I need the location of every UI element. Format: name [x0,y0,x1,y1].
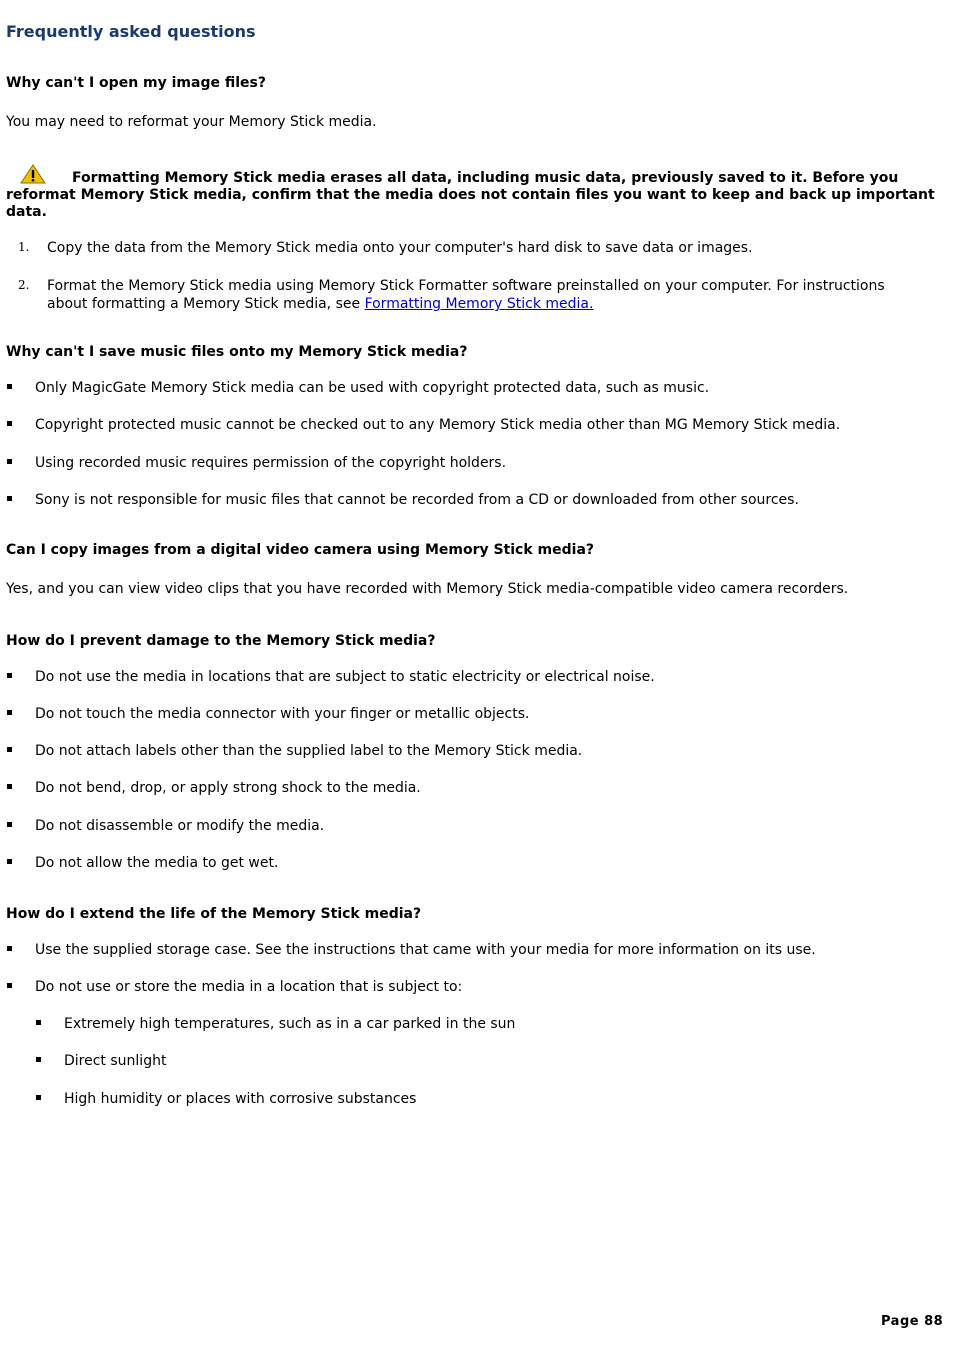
page-number: Page 88 [881,1314,944,1329]
list-item: Do not attach labels other than the supplied label to the Memory Stick media. [35,743,583,759]
question-heading: How do I extend the life of the Memory Stick media? [6,906,422,922]
answer-text: You may need to reformat your Memory Stick media. [6,114,377,130]
warning-icon [20,164,46,184]
answer-text: Yes, and you can view video clips that you have recorded with Memory Stick media-compatible video camera recorders. [6,581,849,597]
list-item: Sony is not responsible for music files that cannot be recorded from a CD or downloaded from other sources. [35,492,799,508]
step-text-body: Format the Memory Stick media using Memory Stick Formatter software preinstalled on your computer. For instructions about formatting a Memory Stick media, see [47,278,885,312]
question-heading: Why can't I open my image files? [6,75,266,91]
bullet-icon [7,822,12,827]
bullet-icon [7,983,12,988]
sub-list-item: Extremely high temperatures, such as in a car parked in the sun [64,1016,516,1032]
question-heading: Can I copy images from a digital video camera using Memory Stick media? [6,542,595,558]
step-text: Copy the data from the Memory Stick media onto your computer's hard disk to save data or images. [47,240,753,256]
list-item: Use the supplied storage case. See the instructions that came with your media for more information on its use. [35,942,816,958]
step-number: 2. [18,278,30,292]
question-heading: How do I prevent damage to the Memory Stick media? [6,633,436,649]
bullet-icon [7,673,12,678]
formatting-link[interactable]: Formatting Memory Stick media. [364,296,594,312]
list-item: Do not bend, drop, or apply strong shock to the media. [35,780,421,796]
bullet-icon [36,1020,41,1025]
bullet-icon [7,859,12,864]
list-item: Do not disassemble or modify the media. [35,818,325,834]
step-text [47,277,927,313]
bullet-icon [7,496,12,501]
list-item: Using recorded music requires permission of the copyright holders. [35,455,507,471]
warning-text: Formatting Memory Stick media erases all data, including music data, previously saved to it. Before you reformat Memory Stick media, confirm that the media does not contain files you want to keep and back up important data. [6,170,935,220]
sub-list-item: Direct sunlight [64,1053,167,1069]
list-item: Do not allow the media to get wet. [35,855,279,871]
bullet-icon [7,421,12,426]
bullet-icon [36,1057,41,1062]
list-item: Only MagicGate Memory Stick media can be used with copyright protected data, such as music. [35,380,710,396]
question-heading: Why can't I save music files onto my Memory Stick media? [6,344,468,360]
sub-list-item: High humidity or places with corrosive substances [64,1091,417,1107]
bullet-icon [7,710,12,715]
step-number: 1. [18,240,30,254]
page-title: Frequently asked questions [6,22,256,41]
list-item: Copyright protected music cannot be checked out to any Memory Stick media other than MG Memory Stick media. [35,417,841,433]
list-item: Do not use or store the media in a location that is subject to: [35,979,463,995]
bullet-icon [7,784,12,789]
list-item: Do not use the media in locations that are subject to static electricity or electrical noise. [35,669,655,685]
warning-note [6,164,936,221]
bullet-icon [36,1095,41,1100]
bullet-icon [7,747,12,752]
bullet-icon [7,946,12,951]
bullet-icon [7,459,12,464]
bullet-icon [7,384,12,389]
list-item: Do not touch the media connector with your finger or metallic objects. [35,706,530,722]
